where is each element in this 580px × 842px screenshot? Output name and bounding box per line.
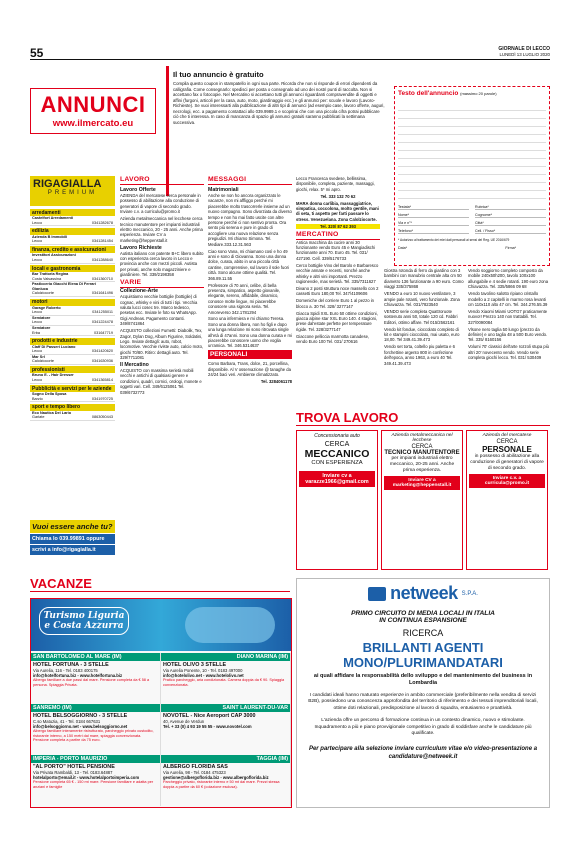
hotel-web[interactable]: Tel. + 33 (0) 4 93 19 55 55 - www.novotel.com <box>163 724 252 729</box>
hotel-web[interactable]: hotelalporto@email.it - www.hotelalportoimperia.com <box>33 775 140 780</box>
annunci-box <box>30 88 156 134</box>
entry-name: Garage Roberto <box>32 305 61 310</box>
coupon-fields <box>398 205 546 234</box>
entry-city: Lecco <box>32 239 43 244</box>
cta-email[interactable]: scrivi a info@rigagialla.it <box>30 545 115 555</box>
entry-name: Semiatore <box>32 325 51 330</box>
ad-text: Vendo tavolino salotto ripiano cristallo modello a 2 capitelli in marmo rosa levanti cm 110x110 alto 47 cm. Tel. 344.276.55.39 <box>468 291 548 307</box>
entry-city: Lecco <box>32 220 43 225</box>
netweek-apply[interactable]: Per partecipare alla selezione inviare curriculum vitae e/o video-presentazione a candidature@netweek.it <box>308 746 538 761</box>
entry-name: Pasticceria Giacchi Elena Di Ferrari Gianluca <box>32 282 96 291</box>
ad-text: Professore di 70 anni, celibe, di bella presenza, simpatico, aspetto giovanile, elegante, sereno, affidabile, dinamico, conosce molte lingue, mi piacerebbe conoscere una signora seria. Tel. Amoreverso 342.1781294 <box>208 282 281 315</box>
entry-phone[interactable]: 0341641496 <box>91 291 113 296</box>
ad-text: Acquistiamo vecchie bottiglie (bottiglie) di cognac, whisky e vini di tutti i tipi. Vecchia valuta lucci cosec tre. Marco tedesco, pesetas ecc. Inviate le foto su WhatsApp. Gigi Andreas. Pagamento contanti. 349/8741864 <box>120 294 198 327</box>
region-label: IMPERIA - PORTO MAURIZIO <box>31 755 160 763</box>
entry-city: Barzio <box>32 396 43 401</box>
coupon-field[interactable]: Cognome* <box>475 213 546 218</box>
ad-text: Lecco Francesca svedese, bellissima, disponibile, completa, paziente, massaggi, giochi, relax. 5* mi apro. <box>296 176 375 192</box>
rigagialla-entry[interactable] <box>30 345 115 355</box>
hotel-address: Via Aurelia, 98 - Tel. 0184 475323 <box>163 770 226 775</box>
job-ad-meccanico: Concessionaria auto CERCA MECCANICO CON ESPERIENZA Inviare cv a varazze1966@gmail.com <box>296 430 378 570</box>
hotel-address: Via Privata Rambaldi, 13 - Tel. 0183.64887 <box>33 770 113 775</box>
coupon-field[interactable]: Cell. / Fisso* <box>475 229 546 234</box>
rigagialla-category: motori <box>30 299 115 306</box>
rigagialla-entry[interactable] <box>30 392 115 402</box>
netweek-role2: MONO/PLURIMANDATARI <box>343 655 503 670</box>
annunci-title: ANNUNCI <box>40 92 146 117</box>
rigagialla-category: edilizia <box>30 228 115 235</box>
vacanze-banner-title: Turismo Liguria e Costa Azzurra <box>39 607 129 635</box>
coupon-field[interactable]: Rubrica* <box>475 205 546 210</box>
ad-phone: Tel. 320/ 87 62 393 <box>296 224 380 229</box>
hotel-web[interactable]: gestione@albergoflorida.biz - www.albergoflorida.biz <box>163 775 269 780</box>
cta-title: Vuoi essere anche tu? <box>30 520 115 533</box>
entry-city: Lecco <box>32 349 43 354</box>
section-lavoro: LAVORO <box>120 176 204 185</box>
netweek-task: ai quali affidare la responsabilità dello sviluppo e del mantenimento del business in Lombardia <box>313 673 533 686</box>
rigagialla-category: Pubblicità e servizi per le aziende <box>30 385 115 392</box>
entry-city: Calolziocorte <box>32 291 54 296</box>
ad-text: Anche se non ho ancora organizzato le vacanze, non mi affliggo perché mi piacerebbe molto trascorrerle insieme ad un nuovo compagno. Sono divorziata da diverso tempo e non ho mai fatto uscite con altre persone perché ci non sentivo pronta. Ora sento più serena e pure in grado di accogliere una nuova relazione senza pregiudizi. Mi chiamo Simona. Tel. Mediare.333.12.31.563 <box>208 193 292 247</box>
ad-text: Divano 2 posti struttura noce massello con 2 cassetti Euro 180,00 Tel. 347/4109606 <box>296 285 379 297</box>
coupon-privacy: * Autorizzo al trattamento dei miei dati personali ai sensi del Reg. UE 2016/679 <box>398 238 510 242</box>
entry-name: Eco Nautica Del Lario <box>32 410 72 415</box>
hotel-offer: Albergo familiare a due passi dal mare. Pensione completa da € 58 a persona. Spiaggia Privata. <box>33 678 150 687</box>
col-lavoro <box>120 176 204 574</box>
hotel-listing <box>161 704 291 755</box>
hotel-address: Via Aurelia Ponente, 10 - Tel. 0183 497000 <box>163 668 243 673</box>
netweek-ad <box>296 578 550 808</box>
sea-icon <box>185 607 275 643</box>
ad-text: Vlsone nero taglia 50 lungo (prezzo da definire) e uno taglia 48 a 500 Euro vendo. Tel. 335/ 8160156 <box>468 326 548 343</box>
ad-text: ACQUISTO con massima serietà mobili vecchi e antichi di qualsiasi genere e condizioni, quadri, cornici, orologi, monete e oggetti vari. Cell. 349/6125061 Tel. 039/6732773 <box>120 368 202 395</box>
entry-phone[interactable]: 0341224478 <box>91 320 113 325</box>
ad-text: Autista italiano con patente B+C libero subito con esperienza cerca lavoro in Lecco e provincia anche con mezzi piccoli. Autista per privati, anche solo magazziniere e giardiniere. Tel. 339/2198358 <box>120 250 204 278</box>
hotel-hotel: NOVOTEL - Nice Aeroport CAP 3000 <box>163 713 256 719</box>
entry-city: Garlate <box>32 415 45 420</box>
entry-name: Bruno E. - Hair Dresser <box>32 373 74 378</box>
entry-phone[interactable]: 0341281454 <box>91 239 113 244</box>
entry-name: Azienda B Immobili <box>32 234 68 239</box>
rigagialla-entry[interactable] <box>30 316 115 326</box>
entry-phone[interactable]: 0341282678 <box>91 220 113 225</box>
region-label: TAGGIA (IM) <box>161 755 290 763</box>
ad-text: Vendo Xiaomi Miami UOTG7 praticamente nuovo!! Prezzo 140 non trattabili. Tel. 327/0090084 <box>468 308 548 325</box>
entry-phone[interactable]: 031647719 <box>93 330 113 335</box>
entry-city: Lecco <box>32 257 43 262</box>
rigagialla-category: locali e gastronomia <box>30 265 115 272</box>
rigagialla-cta <box>30 520 115 555</box>
section-varie: VARIE <box>120 279 204 288</box>
hotel-listing <box>161 755 291 806</box>
coupon-field[interactable]: Città* <box>475 221 546 226</box>
entry-city: Lecco <box>32 310 43 315</box>
coupon-date[interactable]: Data* <box>398 246 407 250</box>
rigagialla-entry[interactable] <box>30 373 115 383</box>
ad-phone: Tel. 333 132 70 62 <box>320 193 356 199</box>
region-label: DIANO MARINA (IM) <box>161 653 290 661</box>
netweek-req: I candidati ideali hanno maturato esperienze in ambito commerciale (preferibilmente nella vendita di servizi B2B), possiedono una conoscenza approfondita del territorio di riferimento e dei tessuti imprenditoriali locali, ottime doti relazionali, predisposizione al lavoro di squadra, entusiasmo e proattività. <box>308 693 538 711</box>
coupon-field[interactable]: Nome* <box>398 213 469 218</box>
vacanze-banner <box>31 599 291 651</box>
ad-phone: Tel. 3284061178 <box>260 379 292 385</box>
rigagialla-entry[interactable] <box>30 235 115 245</box>
job-cv-email[interactable]: Inviare cv a varazze1966@gmail.com <box>299 471 375 487</box>
col-messaggi <box>208 176 292 574</box>
hotel-web[interactable]: info@hotelfortuna.biz - www.hotelfortuna.biz <box>33 673 123 678</box>
hotel-listing <box>31 704 161 755</box>
ad-text: AZIENDA del mercatese cerca personale in possesso di abilitazione alla conduzione di generatori di vapore di secondo grado. Inviare c.v. a curriculu@promo.it <box>120 193 201 215</box>
region-label: SAINT LAURENT-DU-VAR <box>161 704 290 712</box>
free-ad-title: Il tuo annuncio è gratuito <box>173 70 264 79</box>
hotel-web[interactable]: info@hotelolivo.net - www.hotelolivo.net <box>163 673 244 678</box>
ad-text: Ciao sono Vana, mi chiamano così e ho 49 anni e sono di Giovanna. Sono una donna dolce, curata, abito in una piccola città cantine, comprensive, sul lavoro il sole fuori città. Sono alcune ottime qualità. Tel. 366.89.11.55 <box>208 248 289 281</box>
coupon-form <box>394 86 550 266</box>
job-ad-tecnico: Azienda metalmeccanica nel lecchese CERCA TECNICO MANUTENTORE per impianti industriali elettro meccanico, 20-25 anni. Anche prima esperienza. Inviare CV a marketing@heppenstall.it <box>381 430 463 570</box>
hotel-hotel: ALBERGO FLORIDA SAS <box>163 764 228 770</box>
rigagialla-entry[interactable] <box>30 253 115 263</box>
hotel-hotel: "AL PORTO" HOTEL PENSIONE <box>33 764 115 770</box>
section-messaggi: MESSAGGI <box>208 176 292 185</box>
rigagialla-category: sport e tempo libero <box>30 404 115 411</box>
cta-phone[interactable]: Chiama lo 039.99891 oppure <box>30 534 115 544</box>
entry-city: Costa Valsassina <box>32 276 62 281</box>
entry-phone[interactable]: 0341970725 <box>91 396 113 401</box>
rigagialla-logo: RIGAGIALLA PREMIUM <box>30 176 115 206</box>
hotel-listing <box>31 755 161 806</box>
coupon-field[interactable]: Via e n°* <box>398 221 469 226</box>
ad-text: Sono una infermiera e mi chiamo Teresa. Sono una donna libera, non ho figli e dopo una lunga relazione mi sono ritrovata single all'età di 47anni. Sono una donna curata e mi piacerebbe conoscere uomo che voglia un'amica. Tel. 346.5314637 <box>208 316 292 349</box>
trova-lavoro-title: TROVA LAVORO <box>296 410 550 426</box>
coupon-title: Testo dell'annuncio <box>398 90 459 97</box>
vacanze-grid <box>31 653 291 806</box>
col-mercatino <box>296 176 380 406</box>
issue-date: LUNEDÌ 13 LUGLIO 2020 <box>499 52 550 57</box>
ad-text: Azienda metalmeccanica nel lecchese cerca tecnico manutentore per impianti industriali elettro meccanico, 20 - 25 anni. Anche prima esperienza. Inviare CV a marketing@heppenstall.it <box>120 216 203 243</box>
netweek-logo-icon <box>368 587 386 601</box>
vacanze-title: VACANZE <box>30 576 290 592</box>
entry-name: Mar Srl <box>32 354 45 359</box>
free-ad-body: Compila questo coupon in stampatello in ogni sua parte. Ricorda che non si risponde di errori dipendenti da calligrafia. Come consegnarlo: spedisci per posta o consegnalo ad uno dei nostri punti di raccolta. Non si accettano fax o fotocopie. Nel Mercatino si accettano tutti gli annunci riguardanti compravendite di oggetti e affini (furgoni, articoli per la casa, auto, moto, giardinaggio ecc.) e gli annunci per: scuole e lavoro (Lavoro-Richieste). Se vuoi interessarti alla pubblicazione di altri tipi di annunci (ad esempio case, lavoro offerte, auguri, necrologi, ecc. a pagamento contattaci allo 039.9989.1 e scoprirai che con una piccola cifra potrai pubblicare ciò che ti interessa. In caso di mancanza di spazio gli annunci gratuiti saranno pubblicati la settimana successiva. <box>173 81 385 125</box>
entry-phone[interactable]: 0341360710 <box>91 276 113 281</box>
entry-name: Investitori Assicurazioni <box>32 253 76 258</box>
region-label: SANREMO (IM) <box>31 704 160 712</box>
entry-name: Castelfort Arredamenti <box>32 216 74 220</box>
col-giostra <box>384 268 464 408</box>
netweek-offer: L'azienda offre un percorso di formazione continua in un contesto dinamico, nuovo e stimolante. Inquadramento a più e piano provvigionale competitivo in grado di soddisfare anche le candidature più qualificate. <box>314 718 532 737</box>
entry-phone[interactable]: 0341420620 <box>91 349 113 354</box>
coupon-field[interactable]: Testata* <box>398 205 469 210</box>
rigagialla-category: professionisti <box>30 366 115 373</box>
rigagialla-entry[interactable] <box>30 272 115 282</box>
hotel-address: Via Aurelia, 116 - Tel. 0183 400175 <box>33 668 98 673</box>
coupon-field[interactable]: Telefono* <box>398 229 469 234</box>
netweek-role1: BRILLANTI AGENTI <box>362 640 484 655</box>
section-mercatino: MERCATINO <box>296 231 380 240</box>
entry-city: Lecco <box>32 320 43 325</box>
rigagialla-entry[interactable] <box>30 411 115 421</box>
ad-text: Giacca Spidi XXL Euro 50 ottime condizioni, giacca alpine star XXL Euro 140. 4 stagioni, prese dal'estate perfette per temperature rigide. Tel. 328/3277147 <box>296 310 378 332</box>
entry-name: Semiatore <box>32 315 51 320</box>
coupon-signature[interactable]: Firma* <box>505 246 516 250</box>
entry-phone[interactable]: 0341365814 <box>91 378 113 383</box>
rigagialla-entry[interactable] <box>30 326 115 336</box>
page-header <box>30 46 550 60</box>
rigagialla-entry[interactable] <box>30 282 115 297</box>
hotel-offer: Parcheggio privato, ristorante interno e 50 mt dal mare. Prezzi stessa doppia a partire da 60 € (colazione esclusa). <box>163 780 280 789</box>
entry-name: Claff Di Passeri Luciano <box>32 344 76 349</box>
ad-text: Vendo kit fondue, cioccolato completo di kit e stampini cioccolato, mai usato, euro 18,00. Tel 349.41.39.473 <box>384 326 460 343</box>
netweek-ricerca: RICERCA <box>402 628 444 638</box>
job-cv-email[interactable]: Inviare c.v. a curricula@promo.it <box>469 474 545 488</box>
coupon-subtitle: (massimo 20 parole) <box>460 91 497 96</box>
hotel-listing <box>161 653 291 704</box>
hotel-hotel: HOTEL FORTUNA - 3 STELLE <box>33 662 109 668</box>
ad-text: Vendo set torta, coltello piu paletta e 6 forchettine argento 800 in confezione dell'epoca, anno 1963, a euro 40 Tel. 349.41.39.473 <box>384 344 456 366</box>
ad-text: Giaccone pelliccia marmotta canadese, vendo Euro 100 Tel. 031/ 270616 <box>296 333 370 345</box>
entry-city: Erba <box>32 330 41 335</box>
sub-lavoro-richieste: Lavoro Richieste <box>120 244 162 251</box>
newspaper-name: GIORNALE DI LECCO <box>498 46 550 52</box>
ad-text: Como Barbara, Trans, dolce, 21, porcellina, disponibile. Al V osservazione @ tanaghe da 24/24 baci veri. Ambiente climatizzato. <box>208 361 291 378</box>
ad-text: MARA donna carlibia, massaggiatrice, simpatica, coccolona, molto gentile, mani di seta, ti aspetto per farti passare lo stress. Venezuelana. Zona Calolziocorte. <box>296 200 379 222</box>
entry-phone[interactable]: 0341288640 <box>91 257 113 262</box>
netweek-line1: PRIMO CIRCUITO DI MEDIA LOCALI IN ITALIA <box>351 610 495 617</box>
rigagialla-category: arredamenti <box>30 209 115 216</box>
hotel-address: C.so Matuzia, 41 - Tel. 0184 667631 <box>33 719 101 724</box>
col-vendo <box>468 268 550 408</box>
entry-phone[interactable]: 0341630936 <box>91 359 113 364</box>
entry-city: Calolziocorte <box>32 359 54 364</box>
region-label: SAN BARTOLOMEO AL MARE (IM) <box>31 653 160 661</box>
sub-mercatino: Il Mercatino <box>120 362 149 369</box>
rigagialla-category: prodotti e industrie <box>30 338 115 345</box>
rigagialla-entry[interactable] <box>30 306 115 316</box>
netweek-line2: IN CONTINUA ESPANSIONE <box>379 617 467 624</box>
section-personali: PERSONALI <box>208 350 292 359</box>
ad-text: VENDO a euro 10 nuovo ventilatore, 3 ampie pale rotanti, vero funzionale. Zona Chiavazza. Tel. 031/7823540 <box>384 291 460 307</box>
rigagialla-category: finanza, credito e assicurazioni <box>30 246 115 253</box>
hotel-address: 40, Avenue de Verdun <box>163 719 205 724</box>
rigagialla-entry[interactable] <box>30 216 115 226</box>
trova-lavoro-section <box>296 410 550 576</box>
job-cv-email[interactable]: Inviare CV a marketing@heppenstall.it <box>384 476 460 490</box>
rigagialla-entry[interactable] <box>30 355 115 365</box>
rigagialla-list <box>30 209 115 421</box>
rigagialla-sidebar <box>30 176 115 574</box>
ad-text: Antica macchina da cucire anni 30 funzionante vendo Euro 45 e Mangiadischi funzionante anni 70. Euro 45. Tel. 031/ 427190. Cell. 339/5176733 <box>296 239 376 261</box>
netweek-logo: netweek S.P.A. <box>305 583 541 604</box>
sub-matrimoniali: Matrimoniali <box>208 187 239 193</box>
entry-city: Lecco <box>32 378 43 383</box>
vacanze-block <box>30 598 292 808</box>
hotel-hotel: HOTEL OLIVO 3 STELLE <box>163 662 227 668</box>
ad-text: Cerco bottiglie Vino del Barolo e Barbaresco vecchie annate e recenti, nonché anche whisky e altri vini importanti. Prezzo ragionevole, max serietà. Tel. 335/7311627 <box>296 262 379 284</box>
ad-text: Giostra rotonda di ferro da giardino con 3 bambini con manubrio centrale alta cm 50 diametro 136 funzionante a 90 euro. Como viaggi 335/375868 <box>384 268 464 290</box>
ad-text: ACQUISTO collezioni Fumetti: Diabolik, Tex, Zagor, Dylan Dog, Album Figurine, Soldatini, Lego. Inviate dettagli: auto, robot, locomotive. Vecchie riviste auto, calcio moto, giochi 70/80. Ritiro: dettagli auto. Tel. 329/7711081 <box>120 328 204 361</box>
ad-text: VENDO serie completa Quattroruote sostenuto anni 50, totale 120 cd. Fabbri Editori, ottimo affare. Tel 015/2562161 <box>384 308 458 325</box>
hotel-hotel: HOTEL BELSOGGIORNO - 3 STELLE <box>33 713 128 719</box>
ad-text: Vendo soggiorno completo composto da mobile 240x50h200, tavolo 100x100 allungabile e 4 sedie rotanti. 190 euro zona Chiavazza. Tel. 335/5866 09 68 <box>468 268 549 290</box>
page-number: 55 <box>30 46 44 60</box>
entry-phone[interactable]: 0863050443 <box>91 415 113 420</box>
hotel-listing <box>31 653 161 704</box>
annunci-url[interactable]: www.ilmercato.eu <box>52 118 134 129</box>
ad-text: Domeniche del corriere Euro 1 al pezzo in blocco a. 30 Tel. 328/ 3277147 <box>296 298 374 309</box>
entry-name: Bar Trattoria Regina <box>32 272 69 277</box>
hotel-offer: Pratico parcheggio, aria condizionata. Camera doppia da € 90. Spiaggia convenzionata. <box>163 678 285 687</box>
hotel-offer: Pensione completa 65 € - 150 mt mare. Pensione familiare e adatta per anziani e famiglie <box>33 780 154 789</box>
sub-collezione: Collezione-Arte <box>120 288 159 295</box>
sub-lavoro-offerte: Lavoro Offerte <box>120 187 156 193</box>
coupon-lines[interactable] <box>398 103 546 199</box>
entry-phone[interactable]: 0341255011 <box>92 310 113 315</box>
hotel-offer: Albergo familiare interamente ristrutturato, parcheggio privato custodito, ristorante interno, a 150 metri dal mare, spiaggia convenzionata. Pensione completa a partire da 75 euro. <box>33 729 154 743</box>
entry-name: Sogno Della Sposa <box>32 392 67 397</box>
ad-text: Volumi 70' classici dell'arte rozzoli stupa più altri 20' novecento vendo. Vendo serie completa giochi lecco. Tel. 031/ 530409 <box>468 344 549 361</box>
job-ad-personale: Azienda del mercatese CERCA PERSONALE in possesso di abilitazione alla conduzione di generatori di vapore di secondo grado. Inviare c.v. a curricula@promo.it <box>466 430 548 570</box>
hotel-web[interactable]: info@belsoggiorno.net - www.belsoggiorno.net <box>33 724 128 729</box>
